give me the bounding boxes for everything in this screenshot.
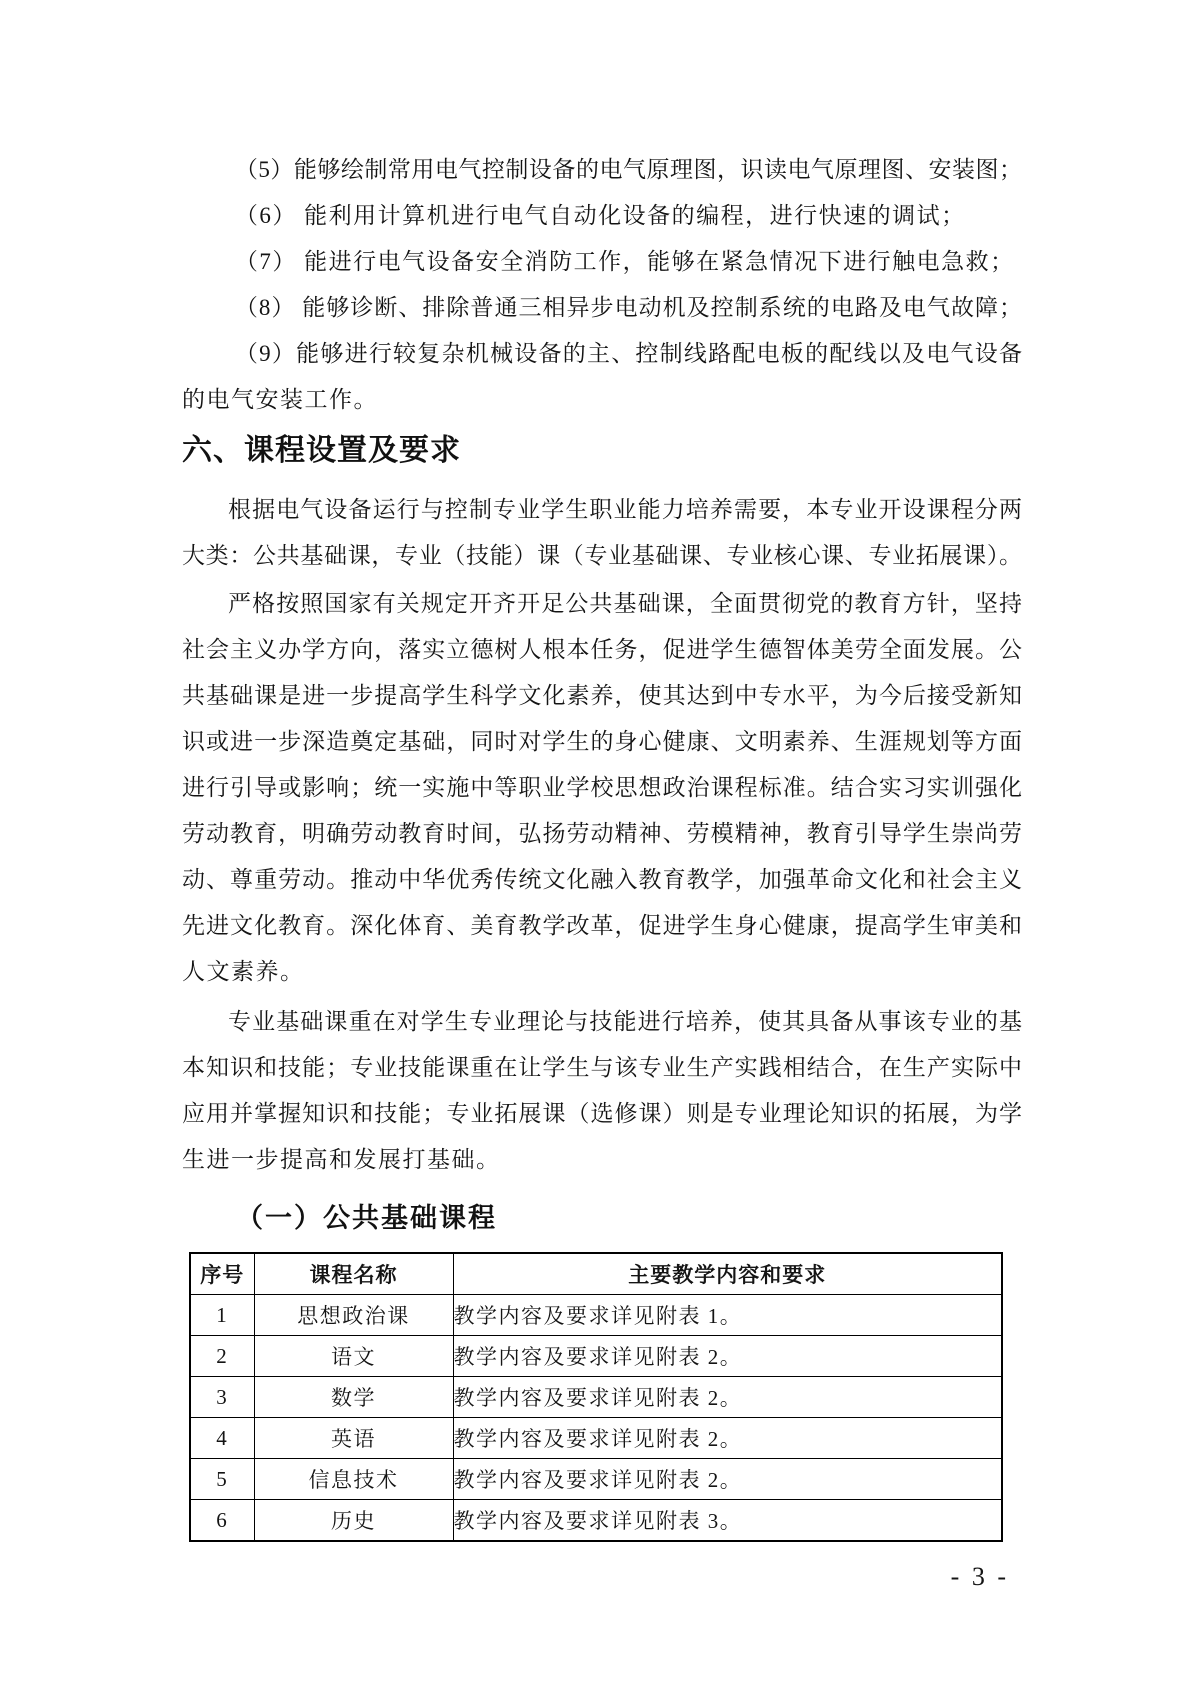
row-number-cell: 6: [190, 1500, 254, 1542]
body-text-line: （8） 能够诊断、排除普通三相异步电动机及控制系统的电路及电气故障；: [234, 295, 1022, 320]
course-content-cell: 教学内容及要求详见附表 2。: [453, 1418, 1002, 1459]
body-text-line: 动、尊重劳动。推动中华优秀传统文化融入教育教学，加强革命文化和社会主义: [182, 867, 1022, 892]
table-row: [190, 1459, 1002, 1500]
course-name-cell: 历史: [254, 1500, 453, 1542]
course-table: [189, 1252, 1003, 1542]
table-row: [190, 1418, 1002, 1459]
body-text-line: 进行引导或影响；统一实施中等职业学校思想政治课程标准。结合实习实训强化: [182, 775, 1022, 800]
body-text-line: 先进文化教育。深化体育、美育教学改革，促进学生身心健康，提高学生审美和: [182, 913, 1022, 938]
course-name-cell: 信息技术: [254, 1459, 453, 1500]
table-row: [190, 1295, 1002, 1336]
row-number-cell: 4: [190, 1418, 254, 1459]
body-text-line: 本知识和技能；专业技能课重在让学生与该专业生产实践相结合，在生产实际中: [182, 1055, 1022, 1080]
paragraph-1: [182, 487, 1022, 579]
capability-items-block: [182, 147, 1022, 423]
course-name-cell: 英语: [254, 1418, 453, 1459]
body-text-line: 应用并掌握知识和技能；专业拓展课（选修课）则是专业理论知识的拓展，为学: [182, 1101, 1022, 1126]
body-text-line: 的电气安装工作。: [182, 387, 378, 412]
subsection-heading: （一）公共基础课程: [236, 1203, 497, 1233]
body-text-line: 共基础课是进一步提高学生科学文化素养，使其达到中专水平，为今后接受新知: [182, 683, 1022, 708]
body-text-line: （6） 能利用计算机进行电气自动化设备的编程，进行快速的调试；: [234, 203, 966, 228]
course-content-cell: 教学内容及要求详见附表 2。: [453, 1377, 1002, 1418]
body-text-line: （7） 能进行电气设备安全消防工作，能够在紧急情况下进行触电急救；: [234, 249, 1015, 274]
body-text-line: 人文素养。: [182, 959, 305, 984]
row-number-cell: 2: [190, 1336, 254, 1377]
body-text-line: 生进一步提高和发展打基础。: [182, 1147, 501, 1172]
body-text-line: 专业基础课重在对学生专业理论与技能进行培养，使其具备从事该专业的基: [228, 1009, 1022, 1034]
body-text-line: （5）能够绘制常用电气控制设备的电气原理图，识读电气原理图、安装图；: [234, 157, 1022, 182]
section-heading: 六、课程设置及要求: [182, 434, 461, 467]
table-row: [190, 1500, 1002, 1542]
body-text-line: 社会主义办学方向，落实立德树人根本任务，促进学生德智体美劳全面发展。公: [182, 637, 1022, 662]
body-text-line: 识或进一步深造奠定基础，同时对学生的身心健康、文明素养、生涯规划等方面: [182, 729, 1022, 754]
course-content-cell: 教学内容及要求详见附表 2。: [453, 1336, 1002, 1377]
table-row: [190, 1336, 1002, 1377]
table-row: [190, 1377, 1002, 1418]
course-content-cell: 教学内容及要求详见附表 1。: [453, 1295, 1002, 1336]
row-number-cell: 5: [190, 1459, 254, 1500]
paragraph-2: [182, 581, 1022, 995]
body-text-line: 严格按照国家有关规定开齐开足公共基础课，全面贯彻党的教育方针，坚持: [228, 591, 1022, 616]
table-header-cell: 课程名称: [254, 1253, 453, 1295]
page-number: - 3 -: [950, 1562, 1009, 1591]
paragraph-3: [182, 999, 1022, 1183]
table-header-row: [190, 1253, 1002, 1295]
course-name-cell: 思想政治课: [254, 1295, 453, 1336]
body-text-line: 大类：公共基础课，专业（技能）课（专业基础课、专业核心课、专业拓展课）。: [182, 543, 1022, 568]
body-text-line: 劳动教育，明确劳动教育时间，弘扬劳动精神、劳模精神，教育引导学生崇尚劳: [182, 821, 1022, 846]
row-number-cell: 3: [190, 1377, 254, 1418]
page-content: [182, 147, 1022, 1542]
row-number-cell: 1: [190, 1295, 254, 1336]
table-header-cell: 序号: [190, 1253, 254, 1295]
course-name-cell: 语文: [254, 1336, 453, 1377]
course-name-cell: 数学: [254, 1377, 453, 1418]
table-header-cell: 主要教学内容和要求: [453, 1253, 1002, 1295]
course-content-cell: 教学内容及要求详见附表 3。: [453, 1500, 1002, 1542]
body-text-line: （9）能够进行较复杂机械设备的主、控制线路配电板的配线以及电气设备: [234, 341, 1022, 366]
course-content-cell: 教学内容及要求详见附表 2。: [453, 1459, 1002, 1500]
body-text-line: 根据电气设备运行与控制专业学生职业能力培养需要，本专业开设课程分两: [228, 497, 1022, 522]
